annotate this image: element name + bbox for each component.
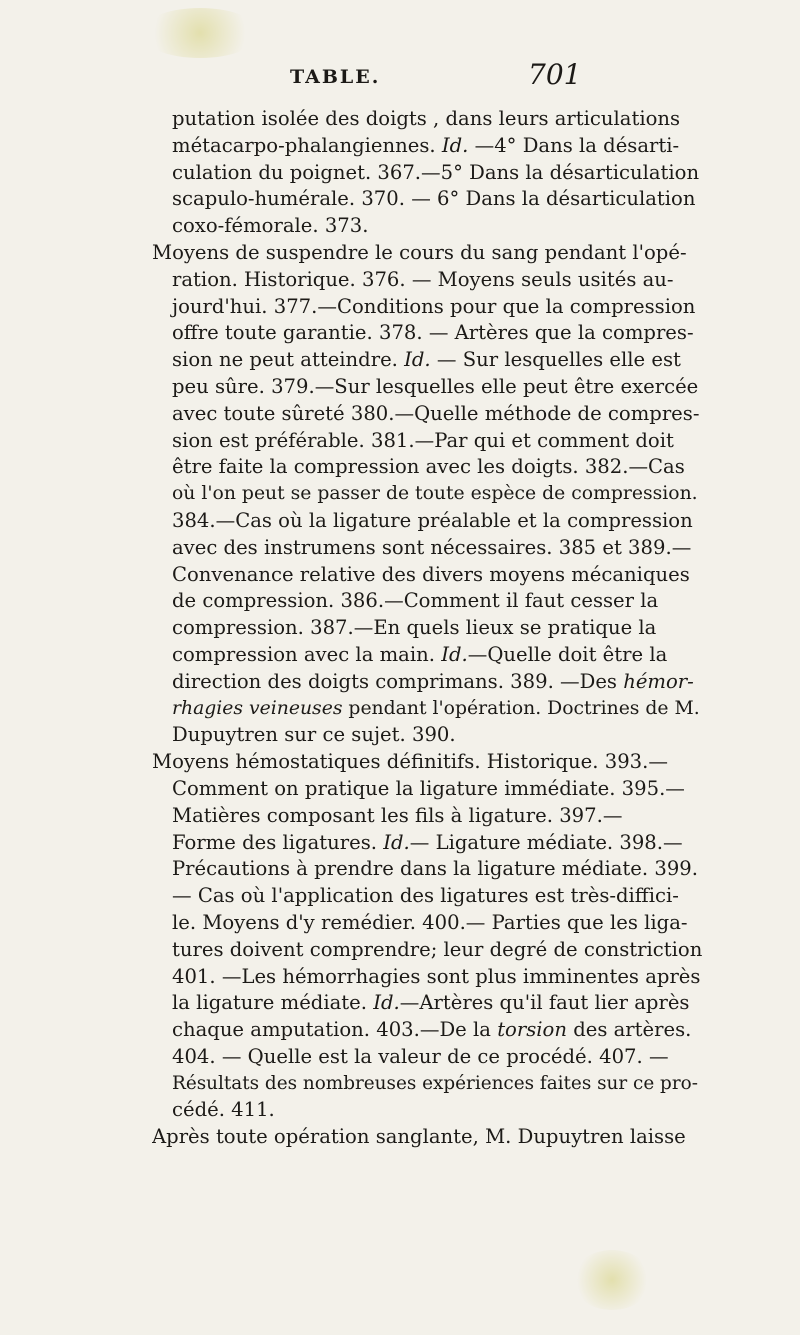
text-line: métacarpo-phalangiennes. Id. —4° Dans la désarti- (172, 133, 680, 157)
text-line: tures doivent comprendre; leur degré de constriction (172, 937, 702, 961)
entry-heading-line: Moyens hémostatiques définitifs. Historique. 393.— (152, 750, 668, 774)
text-line: avec toute sûreté 380.—Quelle méthode de compres- (172, 401, 700, 425)
entry-heading-line: Après toute opération sanglante, M. Dupuytren laisse (152, 1125, 686, 1149)
text-line: ration. Historique. 376. — Moyens seuls usités au- (172, 267, 674, 291)
page-stain (572, 1250, 652, 1310)
text-line: putation isolée des doigts , dans leurs articulations (172, 107, 681, 130)
text-line: 401. —Les hémorrhagies sont plus imminentes après (172, 964, 701, 988)
text-line: jourd'hui. 377.—Conditions pour que la compression (172, 294, 696, 318)
text-line: sion ne peut atteindre. Id. — Sur lesquelles elle est (172, 348, 681, 372)
text-line: Convenance relative des divers moyens mécaniques (172, 562, 690, 586)
text-line: sion est préférable. 381.—Par qui et comment doit (172, 428, 674, 452)
text-line: coxo-fémorale. 373. (172, 214, 369, 238)
text-line: Résultats des nombreuses expériences faites sur ce pro- (172, 1072, 698, 1094)
text-line: où l'on peut se passer de toute espèce de compression. (172, 483, 698, 505)
text-line: le. Moyens d'y remédier. 400.— Parties que les liga- (172, 910, 688, 934)
page-header (0, 52, 800, 92)
text-line: cédé. 411. (172, 1098, 275, 1122)
text-line: Forme des ligatures. Id.— Ligature médiate. 398.— (172, 830, 683, 854)
text-line: offre toute garantie. 378. — Artères que la compres- (172, 321, 694, 345)
text-line: chaque amputation. 403.—De la torsion des artères. (172, 1018, 692, 1042)
table-of-contents-text (152, 106, 702, 1151)
text-line: compression. 387.—En quels lieux se pratique la (172, 616, 657, 640)
text-line: peu sûre. 379.—Sur lesquelles elle peut être exercée (172, 374, 699, 398)
text-line: direction des doigts comprimans. 389. —Des hémor- (172, 669, 694, 693)
text-line: avec des instrumens sont nécessaires. 385 et 389.— (172, 535, 692, 559)
text-line: — Cas où l'application des ligatures est très-diffici- (172, 884, 679, 908)
page-stain (140, 8, 260, 58)
text-line: culation du poignet. 367.—5° Dans la désarticulation (172, 160, 700, 184)
entry-heading-line: Moyens de suspendre le cours du sang pendant l'opé- (152, 240, 687, 264)
text-line: scapulo-humérale. 370. — 6° Dans la désarticulation (172, 187, 696, 211)
text-line: être faite la compression avec les doigts. 382.—Cas (172, 455, 685, 479)
text-line: rhagies veineuses pendant l'opération. Doctrines de M. (172, 697, 700, 719)
text-line: la ligature médiate. Id.—Artères qu'il faut lier après (172, 991, 690, 1015)
text-line: 404. — Quelle est la valeur de ce procédé. 407. — (172, 1044, 669, 1068)
text-line: Précautions à prendre dans la ligature médiate. 399. (172, 857, 698, 881)
text-line: Dupuytren sur ce sujet. 390. (172, 723, 456, 747)
text-line: de compression. 386.—Comment il faut cesser la (172, 589, 659, 613)
text-line: Comment on pratique la ligature immédiate. 395.— (172, 776, 685, 800)
running-title: TABLE. (290, 66, 381, 88)
text-line: 384.—Cas où la ligature préalable et la compression (172, 508, 693, 532)
text-line: compression avec la main. Id.—Quelle doit être la (172, 642, 668, 666)
text-line: Matières composant les fils à ligature. 397.— (172, 803, 623, 827)
page-number: 701 (528, 58, 582, 91)
